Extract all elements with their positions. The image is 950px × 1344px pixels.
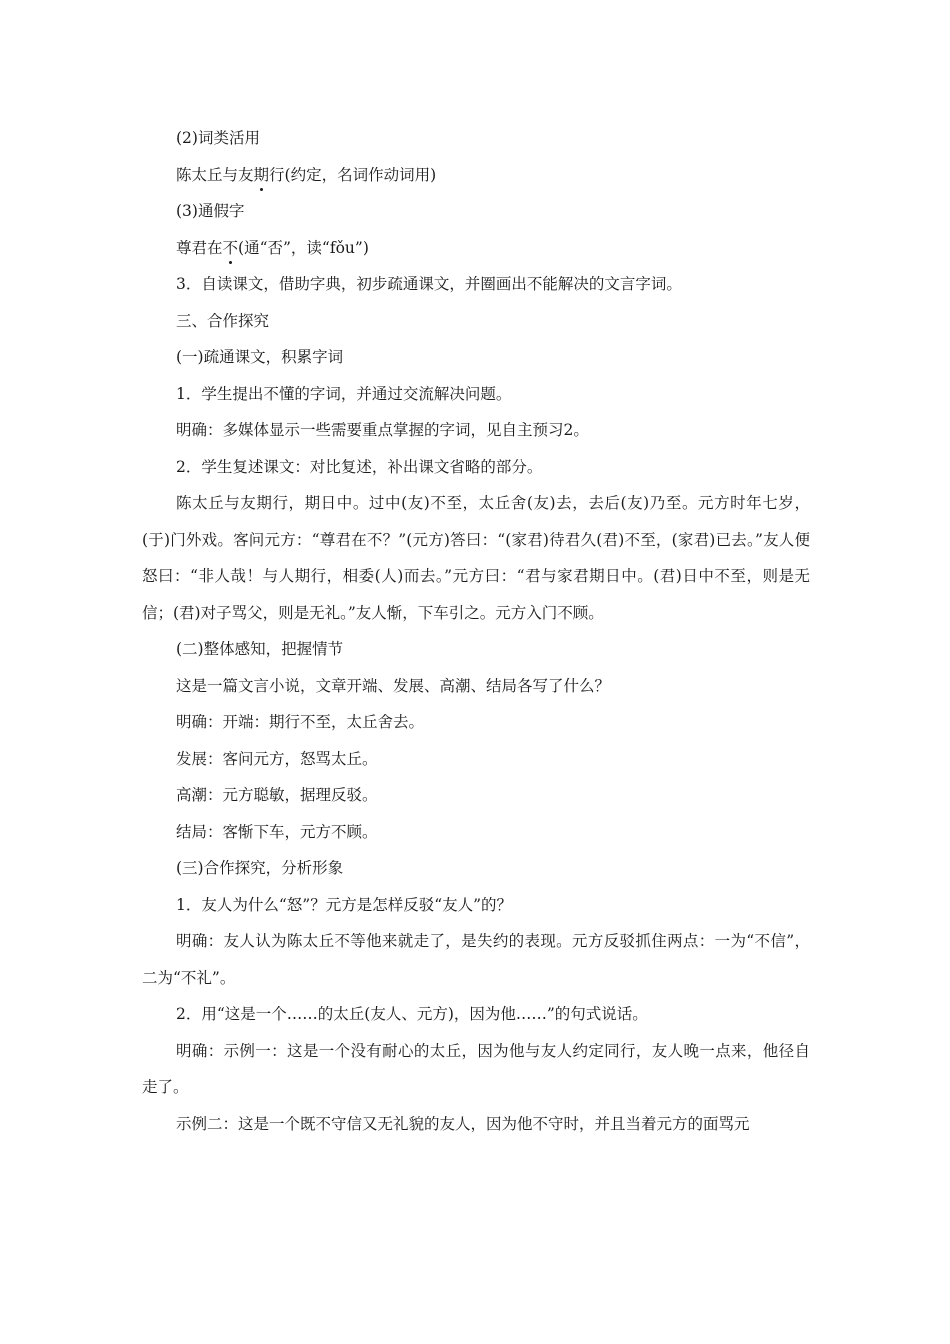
emphasis-dot-char: 期 bbox=[254, 157, 270, 194]
example-line-fou bbox=[142, 230, 810, 267]
question-1: 1．友人为什么“怒”？元方是怎样反驳“友人”的？ bbox=[176, 895, 513, 914]
text-segment: 尊君在 bbox=[176, 238, 223, 257]
plot-ending: 结局：客惭下车，元方不顾。 bbox=[176, 822, 378, 841]
subsection-heading-1: (一)疏通课文，积累字词 bbox=[176, 348, 344, 366]
example-2-paragraph: 示例二：这是一个既不守信又无礼貌的友人，因为他不守时，并且当着元方的面骂元 bbox=[176, 1114, 750, 1133]
plot-question: 这是一篇文言小说，文章开端、发展、高潮、结局各写了什么？ bbox=[176, 676, 611, 695]
subheading-word-class: (2)词类活用 bbox=[176, 129, 260, 147]
section-heading-cooperative: 三、合作探究 bbox=[176, 311, 270, 330]
subsection-heading-3: (三)合作探究，分析形象 bbox=[176, 859, 344, 877]
example-1-paragraph: 明确：示例一：这是一个没有耐心的太丘，因为他与友人约定同行，友人晚一点来，他径自走了。 bbox=[142, 1041, 810, 1096]
plot-beginning: 明确：开端：期行不至，太丘舍去。 bbox=[176, 713, 425, 731]
item-1-answer: 明确：多媒体显示一些需要重点掌握的字词，见自主预习2。 bbox=[176, 421, 589, 439]
item-1-text: 1．学生提出不懂的字词，并通过交流解决问题。 bbox=[176, 384, 512, 403]
subheading-tongjiazi: (3)通假字 bbox=[176, 202, 245, 220]
plot-development: 发展：客问元方，怒骂太丘。 bbox=[176, 749, 378, 768]
text-segment: (通“否”，读“fǒu”) bbox=[238, 238, 369, 257]
plot-climax: 高潮：元方聪敏，据理反驳。 bbox=[176, 786, 378, 804]
text-segment: 陈太丘与友 bbox=[176, 165, 254, 184]
restated-text-paragraph: 陈太丘与友期行，期日中。过中(友)不至，太丘舍(友)去，去后(友)乃至。元方时年七岁，(于)门外戏。客问元方：“尊君在不？”(元方)答曰：“(家君)待君久(君)不至，(家君)已去。”友人便怒曰：“非人哉！与人期行，相委(人)而去。”元方曰：“君与家君期日中。(君)日中不至，则是无信；(君)对子骂父，则是无礼。”友人惭，下车引之。元方入门不顾。 bbox=[142, 494, 810, 622]
example-line-qixing bbox=[142, 157, 810, 194]
text-segment: 行(约定，名词作动词用) bbox=[269, 165, 437, 184]
document-body bbox=[142, 120, 810, 1142]
item-2-text: 2．学生复述课文：对比复述，补出课文省略的部分。 bbox=[176, 457, 543, 476]
subsection-heading-2: (二)整体感知，把握情节 bbox=[176, 640, 344, 658]
emphasis-dot-char: 不 bbox=[223, 230, 239, 267]
step-3-text: 3．自读课文，借助字典，初步疏通课文，并圈画出不能解决的文言字词。 bbox=[176, 275, 682, 293]
answer-1-paragraph: 明确：友人认为陈太丘不等他来就走了，是失约的表现。元方反驳抓住两点：一为“不信”，二为“不礼”。 bbox=[142, 932, 810, 987]
question-2: 2．用“这是一个……的太丘(友人、元方)，因为他……”的句式说话。 bbox=[176, 1005, 648, 1023]
